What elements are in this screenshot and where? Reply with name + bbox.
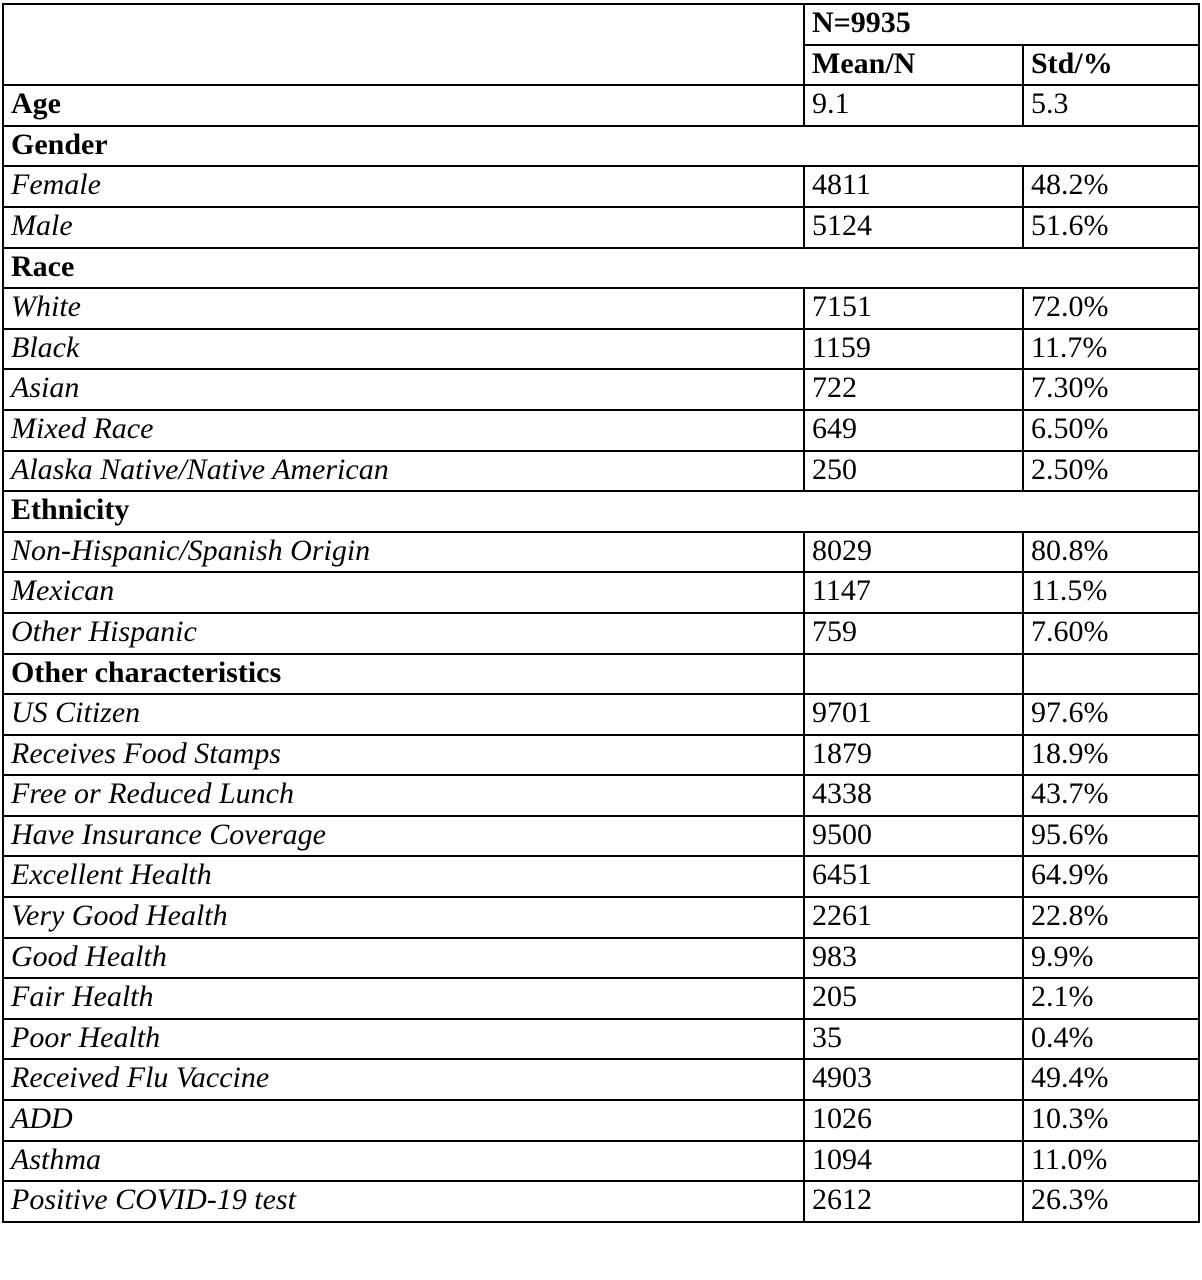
table-row [3, 532, 1199, 573]
row-mean-value: 4811 [804, 166, 1023, 207]
row-mean-value: 250 [804, 451, 1023, 492]
row-std-value: 5.3 [1023, 85, 1199, 126]
row-std-value: 72.0% [1023, 288, 1199, 329]
row-std-value: 2.1% [1023, 978, 1199, 1019]
row-label: Good Health [3, 938, 804, 979]
table-row [3, 288, 1199, 329]
table-row [3, 572, 1199, 613]
table-row [3, 166, 1199, 207]
row-std-value: 6.50% [1023, 410, 1199, 451]
row-label: Black [3, 329, 804, 370]
row-mean-value: 722 [804, 369, 1023, 410]
table-row [3, 1100, 1199, 1141]
row-label: Received Flu Vaccine [3, 1059, 804, 1100]
table-header [3, 4, 1199, 85]
header-mean-label: Mean/N [804, 45, 1023, 86]
row-mean-value: 9701 [804, 694, 1023, 735]
row-mean-value: 9.1 [804, 85, 1023, 126]
table-row [3, 897, 1199, 938]
row-label: Asthma [3, 1141, 804, 1182]
row-std-value: 95.6% [1023, 816, 1199, 857]
row-std-value: 22.8% [1023, 897, 1199, 938]
row-mean-value: 1147 [804, 572, 1023, 613]
row-mean-value: 9500 [804, 816, 1023, 857]
row-std-value: 9.9% [1023, 938, 1199, 979]
table-row [3, 978, 1199, 1019]
row-label: Other Hispanic [3, 613, 804, 654]
table-row [3, 654, 1199, 695]
table-row [3, 329, 1199, 370]
row-mean-value: 4903 [804, 1059, 1023, 1100]
row-std-value: 2.50% [1023, 451, 1199, 492]
row-label: Other characteristics [3, 654, 804, 695]
table-row [3, 1019, 1199, 1060]
row-label: Very Good Health [3, 897, 804, 938]
row-std-value [1023, 654, 1199, 695]
section-header-label: Gender [3, 126, 1199, 167]
row-std-value: 11.5% [1023, 572, 1199, 613]
header-n-label: N=9935 [804, 4, 1199, 45]
table-row [3, 451, 1199, 492]
row-label: ADD [3, 1100, 804, 1141]
row-std-value: 7.30% [1023, 369, 1199, 410]
row-label: Alaska Native/Native American [3, 451, 804, 492]
row-mean-value: 2261 [804, 897, 1023, 938]
row-label: Poor Health [3, 1019, 804, 1060]
table-row [3, 1141, 1199, 1182]
row-mean-value: 8029 [804, 532, 1023, 573]
row-label: Female [3, 166, 804, 207]
row-label: Have Insurance Coverage [3, 816, 804, 857]
header-row-columns [3, 45, 1199, 86]
row-label: US Citizen [3, 694, 804, 735]
section-header-label: Ethnicity [3, 491, 1199, 532]
row-mean-value: 7151 [804, 288, 1023, 329]
row-std-value: 10.3% [1023, 1100, 1199, 1141]
table-row [3, 775, 1199, 816]
row-mean-value: 1094 [804, 1141, 1023, 1182]
table-row [3, 85, 1199, 126]
row-label: Receives Food Stamps [3, 735, 804, 776]
section-header-row [3, 491, 1199, 532]
row-std-value: 51.6% [1023, 207, 1199, 248]
table-row [3, 735, 1199, 776]
row-mean-value: 1026 [804, 1100, 1023, 1141]
row-label: Free or Reduced Lunch [3, 775, 804, 816]
row-mean-value: 6451 [804, 856, 1023, 897]
table-row [3, 816, 1199, 857]
row-label: Mixed Race [3, 410, 804, 451]
section-header-row [3, 126, 1199, 167]
table-row [3, 410, 1199, 451]
table-row [3, 694, 1199, 735]
row-label: Excellent Health [3, 856, 804, 897]
row-std-value: 0.4% [1023, 1019, 1199, 1060]
row-label: Asian [3, 369, 804, 410]
row-mean-value: 2612 [804, 1181, 1023, 1222]
table-row [3, 1059, 1199, 1100]
header-std-label: Std/% [1023, 45, 1199, 86]
row-std-value: 11.0% [1023, 1141, 1199, 1182]
row-label: White [3, 288, 804, 329]
row-std-value: 49.4% [1023, 1059, 1199, 1100]
row-mean-value: 759 [804, 613, 1023, 654]
table-row [3, 1181, 1199, 1222]
table-row [3, 938, 1199, 979]
row-mean-value: 4338 [804, 775, 1023, 816]
table-row [3, 856, 1199, 897]
row-mean-value: 983 [804, 938, 1023, 979]
row-mean-value [804, 654, 1023, 695]
row-std-value: 48.2% [1023, 166, 1199, 207]
row-std-value: 97.6% [1023, 694, 1199, 735]
row-std-value: 18.9% [1023, 735, 1199, 776]
section-header-label: Race [3, 248, 1199, 289]
table-row [3, 207, 1199, 248]
header-empty-cell-lower [3, 45, 804, 86]
row-mean-value: 1879 [804, 735, 1023, 776]
row-std-value: 26.3% [1023, 1181, 1199, 1222]
row-label: Non-Hispanic/Spanish Origin [3, 532, 804, 573]
table-row [3, 613, 1199, 654]
row-mean-value: 649 [804, 410, 1023, 451]
row-mean-value: 35 [804, 1019, 1023, 1060]
row-label: Male [3, 207, 804, 248]
row-label: Positive COVID-19 test [3, 1181, 804, 1222]
row-label: Age [3, 85, 804, 126]
header-empty-cell [3, 4, 804, 45]
row-std-value: 11.7% [1023, 329, 1199, 370]
row-label: Mexican [3, 572, 804, 613]
row-mean-value: 205 [804, 978, 1023, 1019]
row-label: Fair Health [3, 978, 804, 1019]
table-body [3, 85, 1199, 1222]
header-row-n [3, 4, 1199, 45]
summary-table [2, 3, 1200, 1223]
table-row [3, 369, 1199, 410]
row-std-value: 80.8% [1023, 532, 1199, 573]
row-std-value: 64.9% [1023, 856, 1199, 897]
row-std-value: 7.60% [1023, 613, 1199, 654]
row-mean-value: 1159 [804, 329, 1023, 370]
section-header-row [3, 248, 1199, 289]
row-std-value: 43.7% [1023, 775, 1199, 816]
row-mean-value: 5124 [804, 207, 1023, 248]
